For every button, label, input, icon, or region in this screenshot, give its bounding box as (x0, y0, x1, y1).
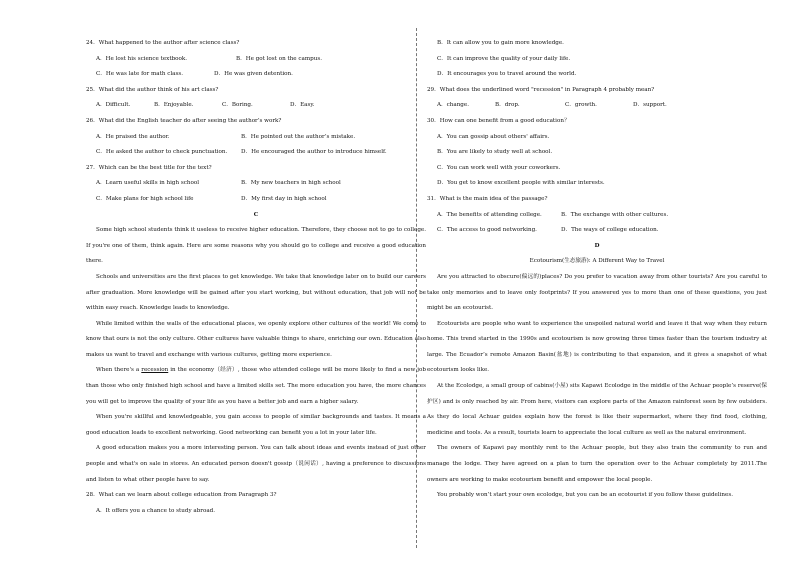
option-28-a: A．It offers you a chance to study abroad. (96, 507, 216, 514)
question-24-stem: 24．What happened to the author after science class? (86, 40, 240, 46)
question-29-stem: 29．What does the underlined word "recession" in Paragraph 4 probably mean? (427, 86, 655, 93)
option-31-a: A．The benefits of attending college. (437, 211, 542, 218)
passage-c-paragraph-4 (86, 363, 426, 410)
option-25-a: A．Difficult. (96, 102, 131, 109)
option-24-d: D．He was given detention. (214, 71, 293, 78)
question-30-stem: 30．How can one benefit from a good education？ (427, 117, 570, 124)
passage-c-paragraph-6: A good education makes you a more interesting person. You can talk about ideas and events instead of just other people and what's on sale in stores. An educated person doesn't gossip（说闲话）, having a preference to discussions and listen to what other people have to say. (86, 445, 426, 483)
option-30-c: C．You can work well with your coworkers. (437, 164, 561, 171)
option-29-c: C．growth. (565, 102, 597, 109)
option-25-b: B．Enjoyable. (154, 102, 194, 109)
passage-d-paragraph-2: Ecotourists are people who want to experience the unspoiled natural world and leave it that way when they return home. This trend started in the 1990s and ecotourism is now growing three times faster than the tourism industry at large. The Ecuador’s remote Amazon Basin(盆地) is contributing to that expansion, and it gives a snapshot of what ecotourism looks like. (427, 320, 767, 374)
option-29-a: A．change. (437, 102, 469, 109)
question-26-stem: 26．What did the English teacher do after seeing the author’s work? (86, 117, 282, 124)
question-31-options-2 (427, 223, 767, 239)
option-28-d: D．It encourages you to travel around the world. (437, 71, 577, 78)
option-24-a: A．He lost his science textbook. (96, 55, 188, 62)
question-26-options-2 (86, 145, 426, 161)
option-30-a: A．You can gossip about others' affairs. (437, 133, 550, 140)
option-29-b: B．drop. (495, 102, 520, 109)
passage-c-paragraph-3: While limited within the walls of the educational places, we openly explore other cultures of the world! We come to know that ours is not the only culture. Other cultures have valuable things to share, enriching our own. Education also makes us want to travel and exchange with various cultures, getting more experience. (86, 320, 426, 358)
section-d-heading: D (594, 242, 600, 249)
question-25-options (86, 98, 426, 114)
option-29-d: D．support. (633, 102, 667, 109)
option-31-d: D．The ways of college education. (561, 227, 659, 234)
paragraph-4-start: When there's a (96, 367, 142, 374)
question-31-options (427, 208, 767, 224)
paragraph-4-rest: in the economy（经济）, those who attended college will be more likely to find a new job than those who only finished high school and have a limited skills set. The more education you have, the more chances you will get to improve the quality of your life as you have a better job and earn a higher salary. (86, 367, 426, 405)
question-27-options-2 (86, 192, 426, 208)
question-24-options (86, 52, 426, 68)
option-26-b: B．He pointed out the author’s mistake. (241, 133, 356, 140)
right-column (427, 36, 767, 504)
question-27-options (86, 176, 426, 192)
question-25-stem: 25．What did the author think of his art class? (86, 86, 219, 93)
option-25-d: D．Easy. (290, 102, 315, 109)
passage-c-paragraph-5: When you're skillful and knowledgeable, you gain access to people of similar backgrounds and tastes. It means a good education leads to excellent networking. Good networking can benefit you a lot in your later life. (86, 414, 426, 436)
passage-c-paragraph-2: Schools and universities are the first places to get knowledge. We take that knowledge later on to build our careers after graduation. More knowledge will be gained after you start working, but without education, that job will not be within easy reach. Knowledge leads to knowledge. (86, 273, 426, 312)
passage-d-paragraph-3: At the Ecolodge, a small group of cabins(小屋) sits Kapawi Ecolodge in the middle of the Achuar people’s reserve(保护区) and is only reached by air. From here, visitors can explore parts of the Amazon rainforest seen by few outsiders. As they do local Achuar guides explain how the forest is like their supermarket, where they find food, clothing, medicine and tools. As a result, tourists learn to appreciate the local culture as well as the natural environment. (427, 383, 767, 436)
question-27-stem: 27．Which can be the best title for the text? (86, 164, 212, 171)
option-27-a: A．Learn useful skills in high school (96, 180, 200, 187)
option-27-d: D．My first day in high school (241, 195, 327, 202)
question-29-options (427, 98, 767, 114)
underlined-word-recession: recession (141, 367, 169, 374)
option-31-c: C．The access to good networking. (437, 227, 537, 234)
option-26-c: C．He asked the author to check punctuation. (96, 149, 228, 156)
passage-d-paragraph-4: The owners of Kapawi pay monthly rent to the Achuar people, but they also train the community to run and manage the lodge. They have agreed on a plan to turn the operation over to the Achuar completely by 2011.The owners are working to make ecotourism benefit and empower the local people. (427, 445, 767, 483)
passage-d-paragraph-5: You probably won’t start your own ecolodge, but you can be an ecotourist if you follow these guidelines. (437, 492, 733, 499)
question-28-stem: 28．What can we learn about college education from Paragraph 3? (86, 492, 277, 499)
passage-d-title: Ecotourism(生态旅游): A Different Way to Travel (529, 258, 665, 265)
option-24-b: B．He got lost on the campus. (236, 55, 322, 62)
option-30-d: D．You get to know excellent people with similar interests. (437, 180, 605, 187)
left-column (86, 36, 426, 519)
option-28-c: C．It can improve the quality of your daily life. (437, 55, 571, 62)
option-27-c: C．Make plans for high school life (96, 195, 194, 202)
question-31-stem: 31．What is the main idea of the passage? (427, 195, 548, 202)
option-25-c: C．Boring. (222, 102, 253, 109)
option-26-a: A．He praised the author. (96, 133, 170, 140)
question-24-options-2 (86, 67, 426, 83)
section-c-heading: C (253, 211, 259, 218)
option-30-b: B．You are likely to study well at school. (437, 149, 553, 156)
option-28-b: B．It can allow you to gain more knowledge. (437, 40, 564, 46)
option-26-d: D．He encouraged the author to introduce himself. (241, 149, 387, 156)
passage-c-paragraph-1: Some high school students think it useless to receive higher education. Therefore, they choose not to go to college. If you're one of them, think again. Here are some reasons why you should go to college and receive a good education there. (86, 227, 426, 265)
option-31-b: B．The exchange with other cultures. (561, 211, 669, 218)
question-26-options (86, 130, 426, 146)
option-27-b: B．My new teachers in high school (241, 180, 341, 187)
option-24-c: C．He was late for math class. (96, 71, 184, 78)
passage-d-paragraph-1: Are you attracted to obscure(偏远的)places? Do you prefer to vacation away from other tourists? Are you careful to take only memories and to leave only footprints? If you answered yes to more than one of these questions, you just might be an ecotourist. (427, 273, 767, 312)
